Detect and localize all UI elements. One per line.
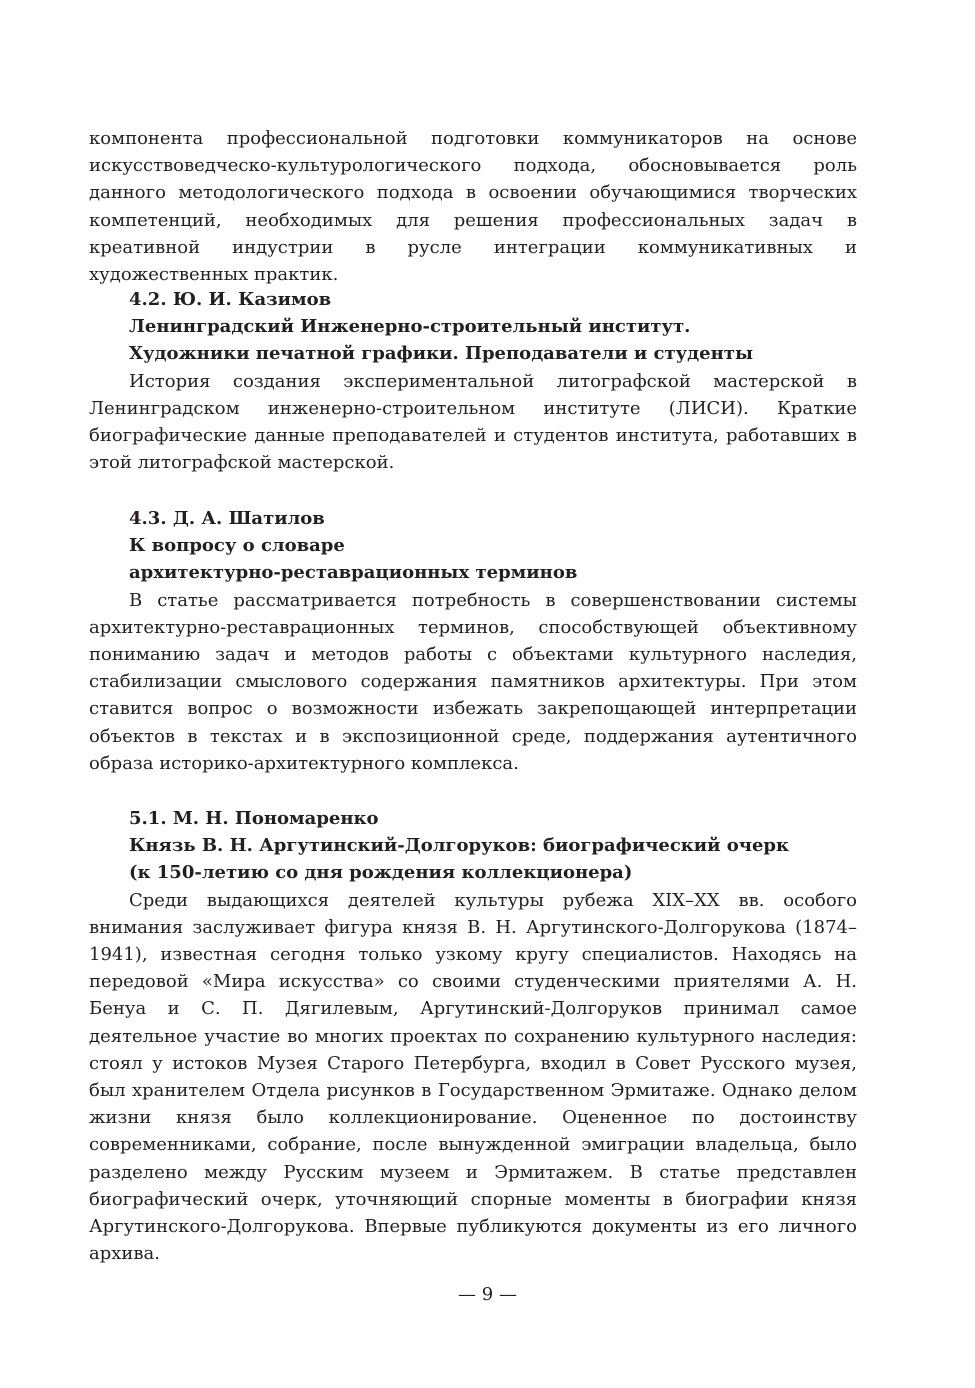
section-title-line: К вопросу о словаре	[129, 535, 345, 557]
intro-paragraph: компонента профессиональной подготовки коммуникаторов на основе искусствоведческо-культурологического подхода, обосновывается роль данного методологического подхода в освоении обучающимися творческих компетенций, необходимых для решения профессиональных задач в креативной индустрии в русле интеграции коммуникативных и художественных практик.	[89, 128, 857, 286]
section-4-2	[89, 286, 857, 476]
section-4-3	[89, 505, 857, 777]
section-title-line: Ленинградский Инженерно-строительный институт.	[129, 316, 691, 338]
section-title	[89, 313, 857, 367]
section-5-1	[89, 805, 857, 1267]
section-abstract: В статье рассматривается потребность в совершенствовании системы архитектурно-реставрационных терминов, способствующей объективному пониманию задач и методов работы с объектами культурного наследия, стабилизации смыслового содержания памятников архитектуры. При этом ставится вопрос о возможности избежать закрепощающей интерпретации объектов в текстах и в экспозиционной среде, поддержания аутентичного образа историко-архитектурного комплекса.	[89, 589, 857, 774]
section-title	[89, 832, 857, 886]
section-author: 4.2. Ю. И. Казимов	[129, 289, 332, 310]
section-title-line: Князь В. Н. Аргутинский-Долгоруков: биографический очерк	[129, 835, 789, 857]
page-number: — 9 —	[458, 1284, 517, 1305]
section-author: 4.3. Д. А. Шатилов	[129, 508, 325, 529]
section-title-line: архитектурно-реставрационных терминов	[129, 562, 578, 584]
section-abstract: Среди выдающихся деятелей культуры рубежа XIX–XX вв. особого внимания заслуживает фигура князя В. Н. Аргутинского-Долгорукова (1874–1941), известная сегодня только узкому кругу специалистов. Находясь на передовой «Мира искусства» со своими студенческими приятелями А. Н. Бенуа и С. П. Дягилевым, Аргутинский-Долгоруков принимал самое деятельное участие во многих проектах по сохранению культурного наследия: стоял у истоков Музея Старого Петербурга, входил в Совет Русского музея, был хранителем Отдела рисунков в Государственном Эрмитаже. Однако делом жизни князя было коллекционирование. Оцененное по достоинству современниками, собрание, после вынужденной эмиграции владельца, было разделено между Русским музеем и Эрмитажем. В статье представлен биографический очерк, уточняющий спорные моменты в биографии князя Аргутинского-Долгорукова. Впервые публикуются документы из его личного архива.	[89, 889, 857, 1265]
section-title	[89, 532, 857, 586]
section-abstract: История создания экспериментальной литографской мастерской в Ленинградском инженерно-строительном институте (ЛИСИ). Краткие биографические данные преподавателей и студентов института, работавших в этой литографской мастерской.	[89, 370, 857, 474]
section-author: 5.1. М. Н. Пономаренко	[129, 808, 379, 829]
section-title-line: Художники печатной графики. Преподаватели и студенты	[129, 343, 754, 365]
section-title-line: (к 150-летию со дня рождения коллекционера)	[129, 862, 633, 884]
